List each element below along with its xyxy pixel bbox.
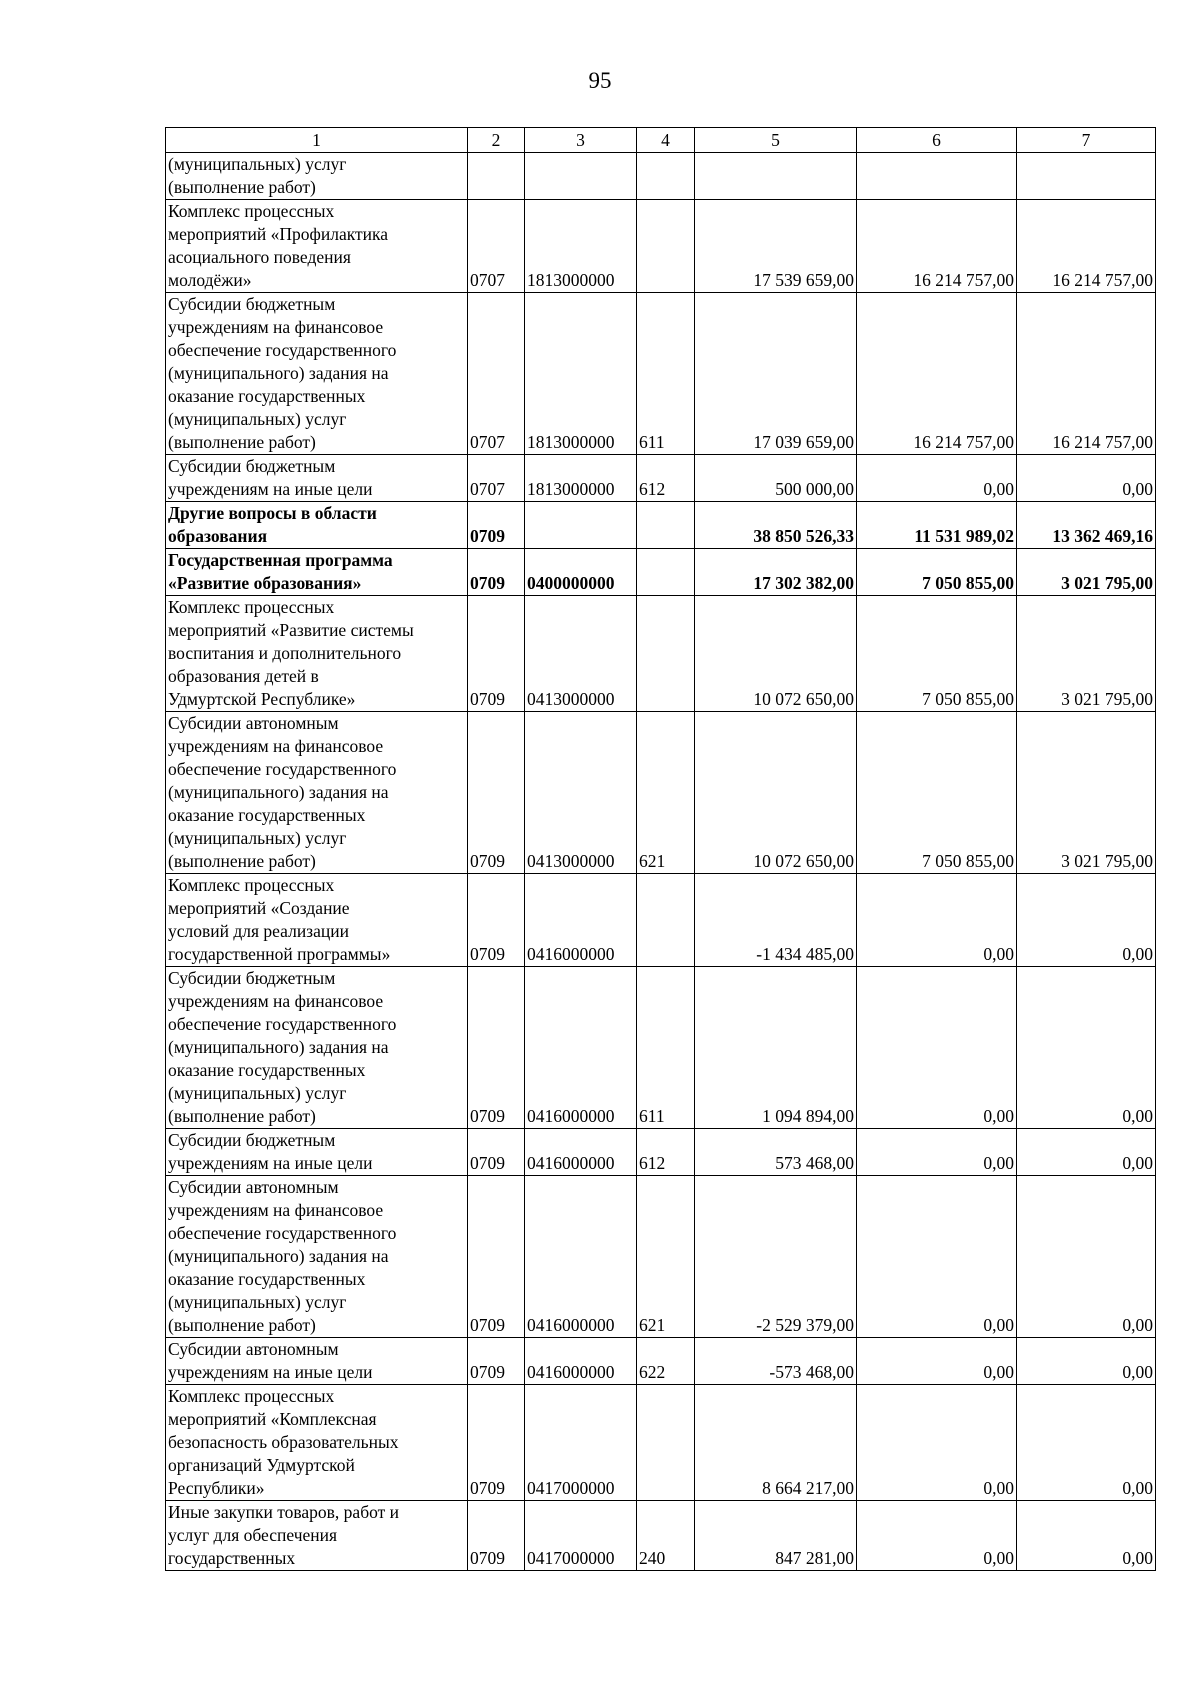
section-code: 0709 xyxy=(468,1338,525,1385)
amount-column-7: 3 021 795,00 xyxy=(1017,549,1156,596)
amount-column-6: 0,00 xyxy=(857,967,1017,1129)
row-name-line: Республики» xyxy=(168,1478,265,1498)
row-name-line: обеспечение государственного xyxy=(168,340,397,360)
amount-column-7: 3 021 795,00 xyxy=(1017,712,1156,874)
row-name-line: оказание государственных xyxy=(168,805,366,825)
amount-column-5: 17 302 382,00 xyxy=(695,549,857,596)
amount-column-7: 0,00 xyxy=(1017,455,1156,502)
row-name-line: Комплекс процессных xyxy=(168,875,335,895)
section-code: 0709 xyxy=(468,549,525,596)
amount-column-7: 0,00 xyxy=(1017,1176,1156,1338)
row-name-line: Государственная программа xyxy=(168,550,393,570)
target-article-code xyxy=(525,153,637,200)
section-code: 0709 xyxy=(468,1176,525,1338)
amount-column-7: 0,00 xyxy=(1017,967,1156,1129)
amount-column-7: 0,00 xyxy=(1017,1501,1156,1571)
amount-column-6: 16 214 757,00 xyxy=(857,293,1017,455)
row-name-line: условий для реализации xyxy=(168,921,349,941)
amount-column-5: 10 072 650,00 xyxy=(695,712,857,874)
table-row xyxy=(166,153,1156,200)
row-name-line: (выполнение работ) xyxy=(168,851,316,871)
table-body xyxy=(166,153,1156,1571)
row-name xyxy=(166,1338,468,1385)
target-article-code: 0416000000 xyxy=(525,874,637,967)
column-header: 3 xyxy=(525,128,637,153)
table-row xyxy=(166,1501,1156,1571)
row-name-line: Субсидии автономным xyxy=(168,1339,339,1359)
row-name-line: «Развитие образования» xyxy=(168,573,362,593)
expense-type-code xyxy=(637,1385,695,1501)
target-article-code: 1813000000 xyxy=(525,455,637,502)
row-name-line: услуг для обеспечения xyxy=(168,1525,338,1545)
row-name-line: государственной программы» xyxy=(168,944,391,964)
row-name xyxy=(166,1176,468,1338)
table-row xyxy=(166,1129,1156,1176)
expense-type-code: 611 xyxy=(637,967,695,1129)
row-name-line: государственных xyxy=(168,1548,296,1568)
amount-column-5: 17 539 659,00 xyxy=(695,200,857,293)
target-article-code: 0417000000 xyxy=(525,1385,637,1501)
amount-column-6: 0,00 xyxy=(857,1129,1017,1176)
row-name-line: асоциального поведения xyxy=(168,247,351,267)
row-name-line: воспитания и дополнительного xyxy=(168,643,402,663)
target-article-code: 0416000000 xyxy=(525,1338,637,1385)
row-name xyxy=(166,1129,468,1176)
table-row xyxy=(166,712,1156,874)
row-name-line: Удмуртской Республике» xyxy=(168,689,356,709)
row-name-line: Субсидии бюджетным xyxy=(168,1130,336,1150)
target-article-code: 0417000000 xyxy=(525,1501,637,1571)
target-article-code: 0413000000 xyxy=(525,596,637,712)
row-name xyxy=(166,596,468,712)
expense-type-code xyxy=(637,549,695,596)
row-name-line: образования xyxy=(168,526,268,546)
expense-type-code xyxy=(637,200,695,293)
expense-type-code: 611 xyxy=(637,293,695,455)
table-row xyxy=(166,455,1156,502)
table-row xyxy=(166,293,1156,455)
row-name xyxy=(166,153,468,200)
target-article-code: 1813000000 xyxy=(525,200,637,293)
row-name xyxy=(166,712,468,874)
row-name-line: (муниципального) задания на xyxy=(168,1037,389,1057)
amount-column-6: 0,00 xyxy=(857,455,1017,502)
row-name-line: оказание государственных xyxy=(168,386,366,406)
row-name-line: Субсидии бюджетным xyxy=(168,456,336,476)
amount-column-6: 7 050 855,00 xyxy=(857,549,1017,596)
expense-type-code xyxy=(637,874,695,967)
budget-table xyxy=(165,127,1156,1571)
amount-column-7: 0,00 xyxy=(1017,1129,1156,1176)
row-name-line: Субсидии автономным xyxy=(168,1177,339,1197)
row-name-line: образования детей в xyxy=(168,666,319,686)
section-code: 0709 xyxy=(468,1385,525,1501)
row-name xyxy=(166,1501,468,1571)
table-row xyxy=(166,967,1156,1129)
amount-column-6: 0,00 xyxy=(857,1176,1017,1338)
expense-type-code xyxy=(637,596,695,712)
table-row xyxy=(166,549,1156,596)
row-name-line: обеспечение государственного xyxy=(168,759,397,779)
amount-column-7: 0,00 xyxy=(1017,1385,1156,1501)
table-row xyxy=(166,874,1156,967)
expense-type-code xyxy=(637,153,695,200)
row-name-line: Субсидии автономным xyxy=(168,713,339,733)
amount-column-5: -1 434 485,00 xyxy=(695,874,857,967)
amount-column-5: -2 529 379,00 xyxy=(695,1176,857,1338)
amount-column-6: 11 531 989,02 xyxy=(857,502,1017,549)
row-name-line: Комплекс процессных xyxy=(168,201,335,221)
amount-column-5: 17 039 659,00 xyxy=(695,293,857,455)
section-code: 0709 xyxy=(468,967,525,1129)
row-name-line: (муниципального) задания на xyxy=(168,363,389,383)
row-name-line: учреждениям на финансовое xyxy=(168,991,384,1011)
target-article-code: 0416000000 xyxy=(525,967,637,1129)
row-name-line: (выполнение работ) xyxy=(168,432,316,452)
expense-type-code xyxy=(637,502,695,549)
amount-column-7: 0,00 xyxy=(1017,874,1156,967)
row-name xyxy=(166,874,468,967)
row-name-line: (выполнение работ) xyxy=(168,1106,316,1126)
amount-column-5: 573 468,00 xyxy=(695,1129,857,1176)
amount-column-7: 0,00 xyxy=(1017,1338,1156,1385)
amount-column-7: 16 214 757,00 xyxy=(1017,293,1156,455)
amount-column-6: 0,00 xyxy=(857,1338,1017,1385)
amount-column-6: 0,00 xyxy=(857,874,1017,967)
amount-column-6: 0,00 xyxy=(857,1385,1017,1501)
expense-type-code: 621 xyxy=(637,712,695,874)
section-code: 0707 xyxy=(468,200,525,293)
row-name-line: Субсидии бюджетным xyxy=(168,968,336,988)
amount-column-5: 847 281,00 xyxy=(695,1501,857,1571)
amount-column-6: 16 214 757,00 xyxy=(857,200,1017,293)
amount-column-5: 8 664 217,00 xyxy=(695,1385,857,1501)
target-article-code: 0416000000 xyxy=(525,1176,637,1338)
table-row xyxy=(166,200,1156,293)
column-header: 7 xyxy=(1017,128,1156,153)
row-name-line: (муниципальных) услуг xyxy=(168,154,347,174)
row-name-line: Комплекс процессных xyxy=(168,1386,335,1406)
target-article-code: 1813000000 xyxy=(525,293,637,455)
column-header: 4 xyxy=(637,128,695,153)
row-name-line: Иные закупки товаров, работ и xyxy=(168,1502,400,1522)
amount-column-5: 1 094 894,00 xyxy=(695,967,857,1129)
expense-type-code: 240 xyxy=(637,1501,695,1571)
column-number-row xyxy=(166,128,1156,153)
row-name-line: Субсидии бюджетным xyxy=(168,294,336,314)
amount-column-5: -573 468,00 xyxy=(695,1338,857,1385)
section-code: 0709 xyxy=(468,712,525,874)
section-code: 0707 xyxy=(468,455,525,502)
column-header: 5 xyxy=(695,128,857,153)
row-name-line: (муниципальных) услуг xyxy=(168,828,347,848)
section-code xyxy=(468,153,525,200)
expense-type-code: 612 xyxy=(637,1129,695,1176)
row-name xyxy=(166,1385,468,1501)
row-name-line: мероприятий «Профилактика xyxy=(168,224,389,244)
row-name-line: оказание государственных xyxy=(168,1060,366,1080)
target-article-code: 0413000000 xyxy=(525,712,637,874)
expense-type-code: 622 xyxy=(637,1338,695,1385)
row-name xyxy=(166,455,468,502)
row-name-line: организаций Удмуртской xyxy=(168,1455,355,1475)
target-article-code: 0400000000 xyxy=(525,549,637,596)
row-name-line: обеспечение государственного xyxy=(168,1223,397,1243)
row-name-line: учреждениям на финансовое xyxy=(168,1200,384,1220)
row-name-line: безопасность образовательных xyxy=(168,1432,399,1452)
row-name-line: мероприятий «Создание xyxy=(168,898,350,918)
section-code: 0707 xyxy=(468,293,525,455)
column-header: 1 xyxy=(166,128,468,153)
page-number: 95 xyxy=(588,68,612,93)
table-row xyxy=(166,596,1156,712)
row-name xyxy=(166,967,468,1129)
row-name-line: (муниципальных) услуг xyxy=(168,1083,347,1103)
section-code: 0709 xyxy=(468,1129,525,1176)
row-name-line: (муниципального) задания на xyxy=(168,1246,389,1266)
column-header: 6 xyxy=(857,128,1017,153)
row-name-line: учреждениям на финансовое xyxy=(168,736,384,756)
row-name-line: обеспечение государственного xyxy=(168,1014,397,1034)
target-article-code: 0416000000 xyxy=(525,1129,637,1176)
expense-type-code: 621 xyxy=(637,1176,695,1338)
column-header: 2 xyxy=(468,128,525,153)
table-row xyxy=(166,502,1156,549)
section-code: 0709 xyxy=(468,874,525,967)
row-name-line: (муниципальных) услуг xyxy=(168,1292,347,1312)
amount-column-6: 0,00 xyxy=(857,1501,1017,1571)
row-name-line: мероприятий «Комплексная xyxy=(168,1409,377,1429)
row-name-line: учреждениям на иные цели xyxy=(168,1362,373,1382)
row-name xyxy=(166,200,468,293)
amount-column-6: 7 050 855,00 xyxy=(857,712,1017,874)
table-row xyxy=(166,1338,1156,1385)
amount-column-6 xyxy=(857,153,1017,200)
row-name-line: (выполнение работ) xyxy=(168,177,316,197)
row-name xyxy=(166,549,468,596)
section-code: 0709 xyxy=(468,502,525,549)
expense-type-code: 612 xyxy=(637,455,695,502)
row-name-line: мероприятий «Развитие системы xyxy=(168,620,414,640)
amount-column-7: 16 214 757,00 xyxy=(1017,200,1156,293)
amount-column-5: 38 850 526,33 xyxy=(695,502,857,549)
row-name-line: (выполнение работ) xyxy=(168,1315,316,1335)
row-name xyxy=(166,502,468,549)
row-name-line: (муниципальных) услуг xyxy=(168,409,347,429)
amount-column-7 xyxy=(1017,153,1156,200)
row-name-line: учреждениям на иные цели xyxy=(168,1153,373,1173)
amount-column-5: 10 072 650,00 xyxy=(695,596,857,712)
amount-column-7: 3 021 795,00 xyxy=(1017,596,1156,712)
row-name-line: оказание государственных xyxy=(168,1269,366,1289)
amount-column-6: 7 050 855,00 xyxy=(857,596,1017,712)
table-row xyxy=(166,1385,1156,1501)
amount-column-5: 500 000,00 xyxy=(695,455,857,502)
target-article-code xyxy=(525,502,637,549)
row-name xyxy=(166,293,468,455)
row-name-line: учреждениям на финансовое xyxy=(168,317,384,337)
row-name-line: Комплекс процессных xyxy=(168,597,335,617)
row-name-line: молодёжи» xyxy=(168,270,252,290)
row-name-line: учреждениям на иные цели xyxy=(168,479,373,499)
row-name-line: (муниципального) задания на xyxy=(168,782,389,802)
row-name-line: Другие вопросы в области xyxy=(168,503,377,523)
table-row xyxy=(166,1176,1156,1338)
amount-column-5 xyxy=(695,153,857,200)
section-code: 0709 xyxy=(468,596,525,712)
amount-column-7: 13 362 469,16 xyxy=(1017,502,1156,549)
section-code: 0709 xyxy=(468,1501,525,1571)
